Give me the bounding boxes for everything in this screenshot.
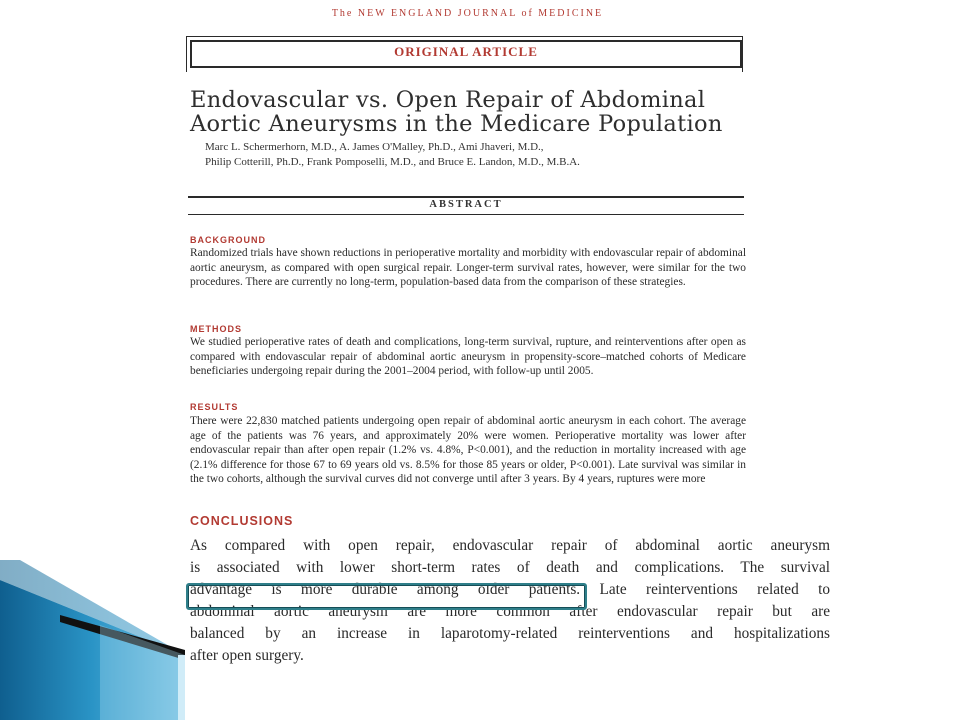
article-type: ORIGINAL ARTICLE [394, 44, 538, 59]
article-title-line-1: Endovascular vs. Open Repair of Abdominal [190, 87, 706, 113]
results-clip [190, 414, 746, 494]
abstract-heading: ABSTRACT [429, 199, 503, 210]
conclusions-line: As compared with open repair, endovascular repair of abdominal aortic aneurysm [190, 537, 830, 554]
abstract-rule-top [188, 196, 744, 198]
background-text: Randomized trials have shown reductions in perioperative mortality and morbidity with endovascular repair of abdominal aortic aneurysm, as compared with open surgical repair. Longer-term survival rates, however, were similar for the two procedures. There are currently no long-term, population-based data from the comparison of these strategies. [190, 247, 746, 289]
conclusions-line: advantage is more durable among older patients. Late reinterventions related to [190, 581, 830, 598]
methods-text: We studied perioperative rates of death and complications, long-term survival, rupture, and reinterventions after open as compared with endovascular repair of abdominal aortic aneurysm in propensity-score–matched cohorts of Medicare beneficiaries undergoing repair during the 2001–2004 period, with follow-up until 2005. [190, 336, 746, 378]
conclusions-line: abdominal aortic aneurysm are more common after endovascular repair but are [190, 603, 830, 620]
conclusions-heading: CONCLUSIONS [190, 514, 294, 528]
article-title [190, 88, 760, 136]
highlight-box [186, 583, 587, 610]
journal-name: The NEW ENGLAND JOURNAL of MEDICINE [331, 8, 604, 19]
conclusions-line: balanced by an increase in laparotomy-related reinterventions and hospitalizations [190, 625, 830, 642]
results-heading: RESULTS [190, 402, 239, 412]
abstract-rule-bottom [188, 214, 744, 215]
conclusions-line: after open surgery. [190, 647, 304, 664]
conclusions-line: is associated with lower short-term rates of death and complications. The survival [190, 559, 830, 576]
decorative-corner-graphic [0, 560, 185, 720]
authors-line-2: Philip Cotterill, Ph.D., Frank Pomposelli, M.D., and Bruce E. Landon, M.D., M.B.A. [205, 156, 580, 168]
background-heading: BACKGROUND [190, 235, 266, 245]
methods-heading: METHODS [190, 324, 242, 334]
author-list [205, 140, 765, 170]
article-title-line-2: Aortic Aneurysms in the Medicare Population [190, 111, 723, 137]
results-text: There were 22,830 matched patients undergoing open repair of abdominal aortic aneurysm in each cohort. The average age of the patients was 76 years, and approximately 20% were women. Perioperative mortality was lower after endovascular repair than after open repair (1.2% vs. 4.8%, P<0.001), and the reduction in mortality increased with age (2.1% difference for those 67 to 69 years old vs. 8.5% for those 85 years or older, P<0.001). Late survival was similar in the two cohorts, although the survival curves did not converge until after 3 years. By 4 years, ruptures were more [190, 415, 746, 486]
authors-line-1: Marc L. Schermerhorn, M.D., A. James O'Malley, Ph.D., Ami Jhaveri, M.D., [205, 141, 544, 153]
